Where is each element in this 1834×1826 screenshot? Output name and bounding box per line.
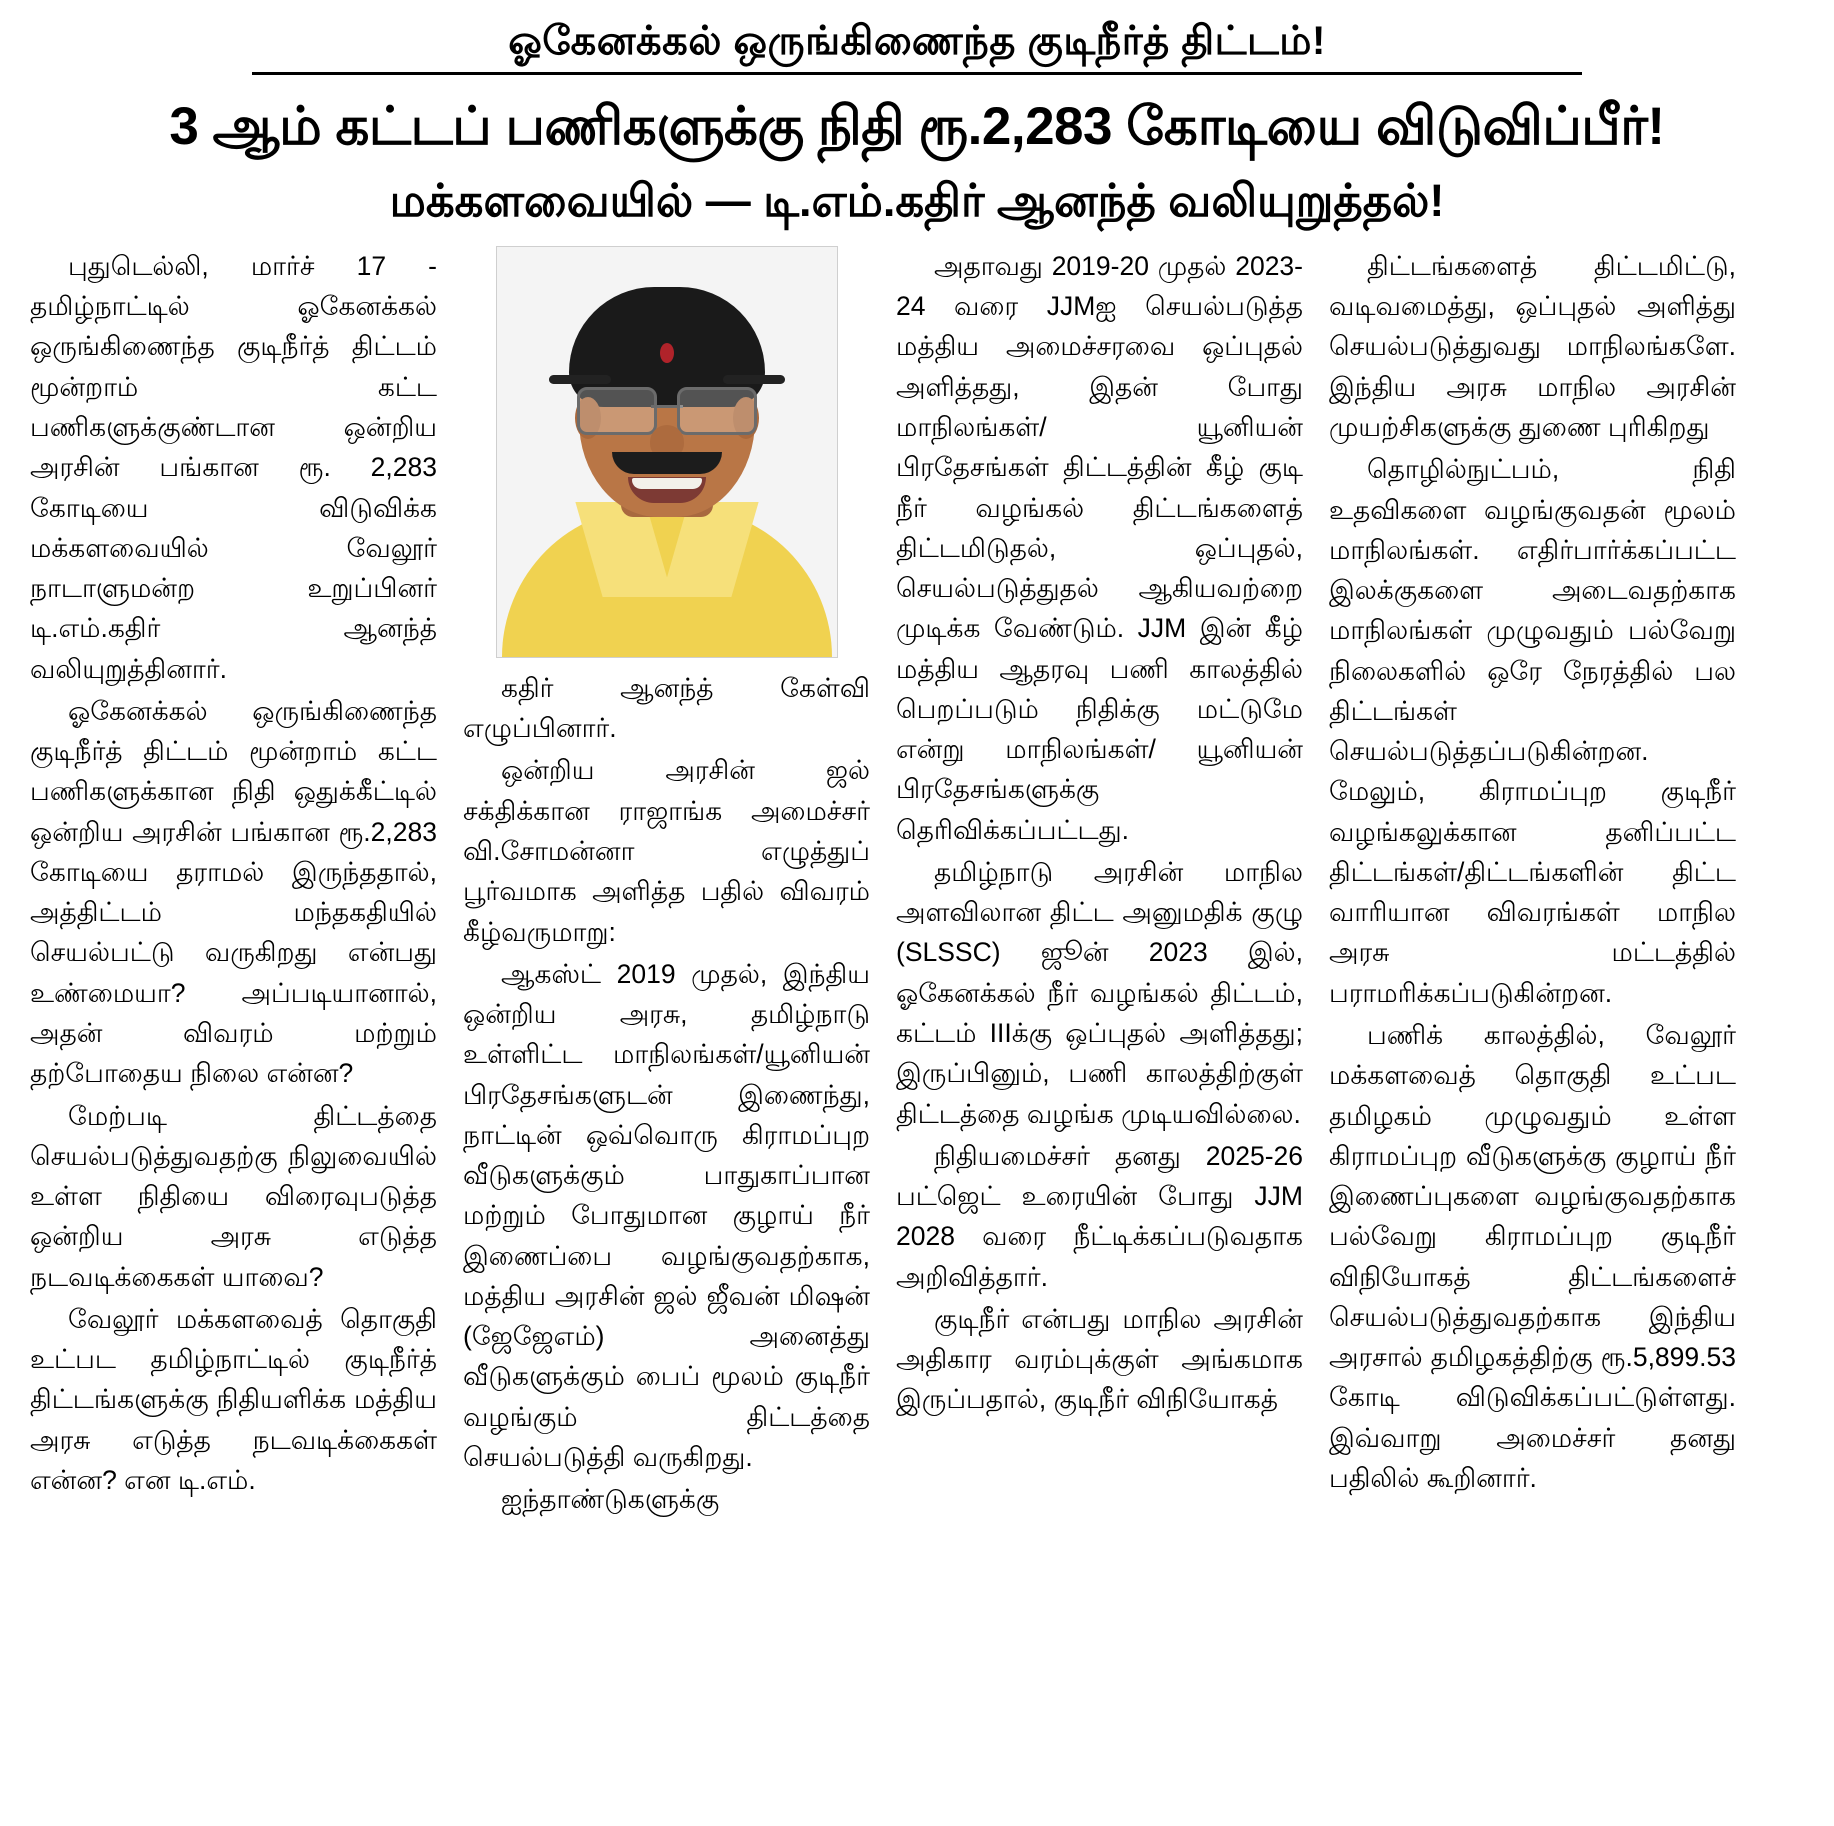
paragraph: ஆகஸ்ட் 2019 முதல், இந்திய ஒன்றிய அரசு, தமிழ்நாடு உள்ளிட்ட மாநிலங்கள்/யூனியன் பிரதேசங்களுடன் இணைந்து, நாட்டின் ஒவ்வொரு கிராமப்புற வீடுகளுக்கும் பாதுகாப்பான மற்றும் போதுமான குழாய் நீர் இணைப்பை வழங்குவதற்காக, மத்திய அரசின் ஜல் ஜீவன் மிஷன் (ஜேஜேஎம்) அனைத்து வீடுகளுக்கும் பைப் மூலம் குடிநீர் வழங்கும் திட்டத்தை செயல்படுத்தி வருகிறது. [463,958,870,1472]
article-body-columns [30,246,1804,1716]
paragraph: வேலூர் மக்களவைத் தொகுதி உட்பட தமிழ்நாட்டில் குடிநீர்த் திட்டங்களுக்கு நிதியளிக்க மத்திய அரசு எடுத்த நடவடிக்கைகள் என்ன? என டி.எம். [30,1303,437,1495]
article-subheadline: மக்களவையில் — டி.எம்.கதிர் ஆனந்த் வலியுறுத்தல்! [389,174,1445,226]
article-headline: 3 ஆம் கட்டப் பணிகளுக்கு நிதி ரூ.2,283 கோடியை விடுவிப்பீர்! [169,97,1665,156]
article-column-4 [1329,246,1736,1716]
portrait-photo [496,246,838,658]
paragraph: ஒன்றிய அரசின் ஜல் சக்திக்கான ராஜாங்க அமைச்சர் வி.சோமன்னா எழுத்துப் பூர்வமாக அளித்த பதில் விவரம் கீழ்வருமாறு: [463,755,870,947]
paragraph: ஐந்தாண்டுகளுக்கு [501,1484,720,1515]
article-column-3 [896,246,1303,1716]
paragraph: குடிநீர் என்பது மாநில அரசின் அதிகார வரம்புக்குள் அங்கமாக இருப்பதால், குடிநீர் விநியோகத் [896,1303,1303,1415]
article-column-1 [30,246,437,1716]
paragraph: மேற்படி திட்டத்தை செயல்படுத்துவதற்கு நிலுவையில் உள்ள நிதியை விரைவுபடுத்த ஒன்றிய அரசு எடுத்த நடவடிக்கைகள் யாவை? [30,1100,437,1292]
article-column-2 [463,246,870,1716]
paragraph: தமிழ்நாடு அரசின் மாநில அளவிலான திட்ட அனுமதிக் குழு (SLSSC) ஜூன் 2023 இல், ஓகேனக்கல் நீர் வழங்கல் திட்டம், கட்டம் IIIக்கு ஒப்புதல் அளித்தது; இருப்பினும், பணி காலத்திற்குள் திட்டத்தை வழங்க முடியவில்லை. [896,856,1303,1129]
paragraph: தொழில்நுட்பம், நிதி உதவிகளை வழங்குவதன் மூலம் மாநிலங்கள். எதிர்பார்க்கப்பட்ட இலக்குகளை அடைவதற்காக மாநிலங்கள் முழுவதும் பல்வேறு நிலைகளில் ஒரே நேரத்தில் பல திட்டங்கள் செயல்படுத்தப்படுகின்றன. மேலும், கிராமப்புற குடிநீர் வழங்கலுக்கான தனிப்பட்ட திட்டங்கள்/திட்டங்களின் திட்ட வாரியான விவரங்கள் மாநில அரசு மட்டத்தில் பராமரிக்கப்படுகின்றன. [1329,454,1736,1008]
paragraph: ஓகேனக்கல் ஒருங்கிணைந்த குடிநீர்த் திட்டம் மூன்றாம் கட்ட பணிகளுக்கான நிதி ஒதுக்கீட்டில் ஒன்றிய அரசின் பங்கான ரூ.2,283 கோடியை தராமல் இருந்ததால், அத்திட்டம் மந்தகதியில் செயல்பட்டு வருகிறது என்பது உண்மையா? அப்படியானால், அதன் விவரம் மற்றும் தற்போதைய நிலை என்ன? [30,695,437,1089]
paragraph: அதாவது 2019-20 முதல் 2023-24 வரை JJMஐ செயல்படுத்த மத்திய அமைச்சரவை ஒப்புதல் அளித்தது, இதன் போது மாநிலங்கள்/ யூனியன் பிரதேசங்கள் திட்டத்தின் கீழ் குடி நீர் வழங்கல் திட்டங்களைத் திட்டமிடுதல், ஒப்புதல், செயல்படுத்துதல் ஆகியவற்றை முடிக்க வேண்டும். JJM இன் கீழ் மத்திய ஆதரவு பணி காலத்தில் பெறப்படும் நிதிக்கு மட்டுமே என்று மாநிலங்கள்/ யூனியன் பிரதேசங்களுக்கு தெரிவிக்கப்பட்டது. [896,250,1303,845]
paragraph: நிதியமைச்சர் தனது 2025-26 பட்ஜெட் உரையின் போது JJM 2028 வரை நீட்டிக்கப்படுவதாக அறிவித்தார். [896,1140,1303,1292]
paragraph: பணிக் காலத்தில், வேலூர் மக்களவைத் தொகுதி உட்பட தமிழகம் முழுவதும் உள்ள கிராமப்புற வீடுகளுக்கு குழாய் நீர் இணைப்புகளை வழங்குவதற்காக பல்வேறு கிராமப்புற குடிநீர் விநியோகத் திட்டங்களைச் செயல்படுத்துவதற்காக இந்திய அரசால் தமிழகத்திற்கு ரூ.5,899.53 கோடி விடுவிக்கப்பட்டுள்ளது. இவ்வாறு அமைச்சர் தனது பதிலில் கூறினார். [1329,1019,1736,1493]
photo-block [463,246,870,658]
paragraph: திட்டங்களைத் திட்டமிட்டு, வடிவமைத்து, ஒப்புதல் அளித்து செயல்படுத்துவது மாநிலங்களே. இந்திய அரசு மாநில அரசின் முயற்சிகளுக்கு துணை புரிகிறது [1329,250,1736,442]
photo-caption: கதிர் ஆனந்த் கேள்வி எழுப்பினார். [463,672,870,744]
article-kicker: ஓகேனக்கல் ஒருங்கிணைந்த குடிநீர்த் திட்டம்! [252,16,1582,75]
paragraph: புதுடெல்லி, மார்ச் 17 - தமிழ்நாட்டில் ஓகேனக்கல் ஒருங்கிணைந்த குடிநீர்த் திட்டம் மூன்றாம் கட்ட பணிகளுக்குண்டான ஒன்றிய அரசின் பங்கான ரூ. 2,283 கோடியை விடுவிக்க மக்களவையில் வேலூர் நாடாளுமன்ற உறுப்பினர் டி.எம்.கதிர் ஆனந்த் வலியுறுத்தினார். [30,250,437,684]
